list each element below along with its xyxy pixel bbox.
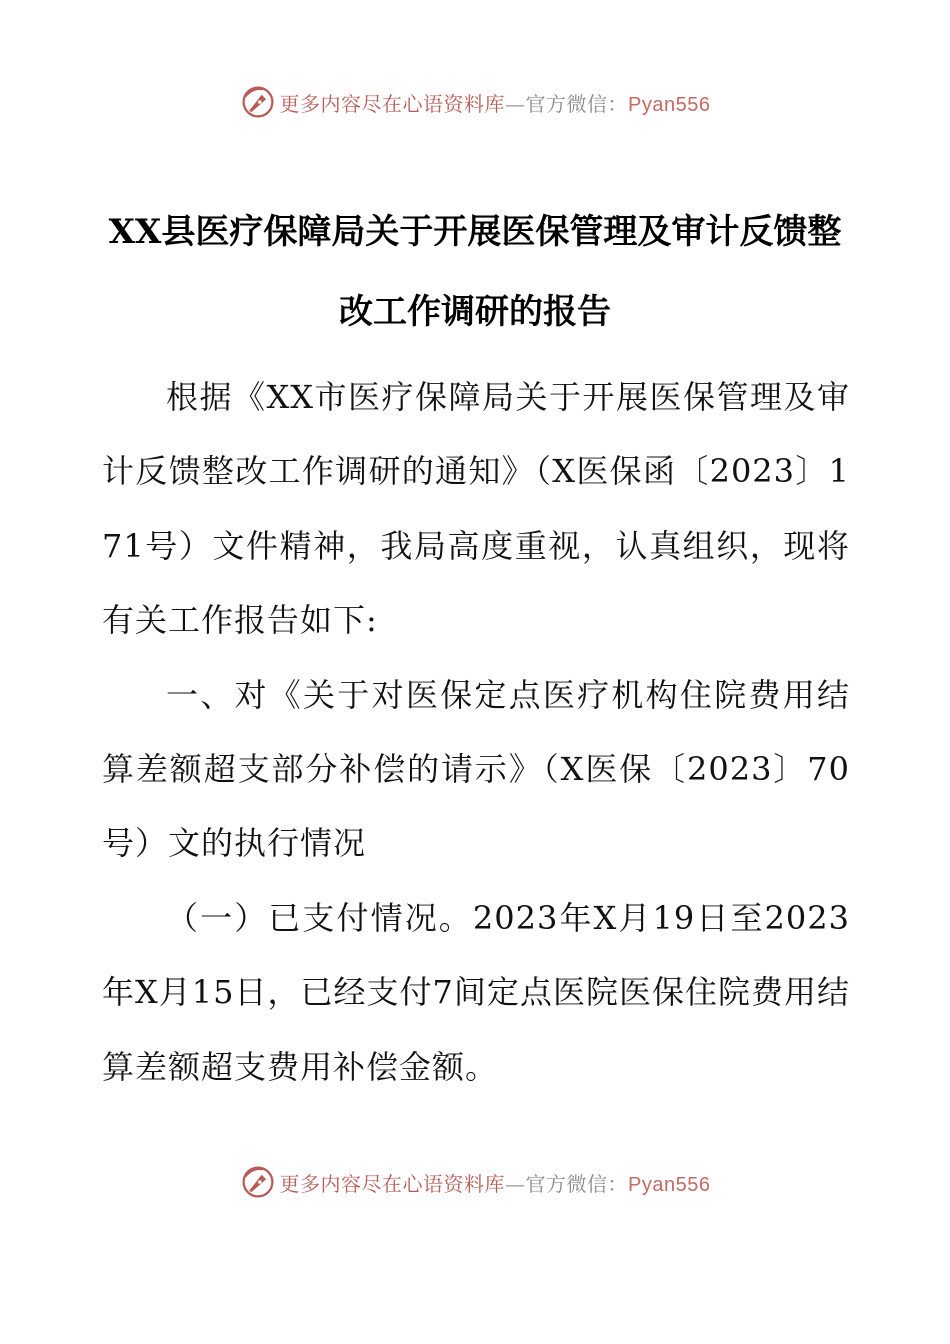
paragraph-section-heading: 一、对《关于对医保定点医疗机构住院费用结算差额超支部分补偿的请示》（X医保〔2023〕70号）文的执行情况 — [102, 675, 850, 863]
watermark-wechat-label: 官方微信： — [525, 91, 629, 116]
pen-nib-circle-icon — [240, 84, 276, 120]
document-title: XX县医疗保障局关于开展医保管理及审计反馈整改工作调研的报告 — [108, 212, 842, 332]
watermark-wechat-id: Pyan556 — [628, 93, 711, 116]
watermark-separator: — — [505, 1171, 526, 1196]
watermark-text-group — [280, 88, 711, 117]
pen-nib-circle-icon — [240, 1164, 276, 1200]
paragraph-intro: 根据《XX市医疗保障局关于开展医保管理及审计反馈整改工作调研的通知》（X医保函〔2023〕171号）文件精神，我局高度重视，认真组织，现将有关工作报告如下: — [102, 378, 850, 640]
watermark-header — [0, 80, 950, 124]
watermark-footer — [0, 1160, 950, 1204]
watermark-separator: — — [505, 91, 526, 116]
watermark-text-group — [280, 1168, 711, 1197]
document-body — [102, 360, 850, 1104]
watermark-wechat-id: Pyan556 — [628, 1173, 711, 1196]
watermark-text: 更多内容尽在心语资料库 — [279, 91, 506, 116]
watermark-wechat-label: 官方微信： — [525, 1171, 629, 1196]
watermark-text: 更多内容尽在心语资料库 — [279, 1171, 506, 1196]
paragraph-payment-status: （一）已支付情况。2023年X月19日至2023年X月15日，已经支付7间定点医院医保住院费用结算差额超支费用补偿金额。 — [102, 898, 850, 1086]
